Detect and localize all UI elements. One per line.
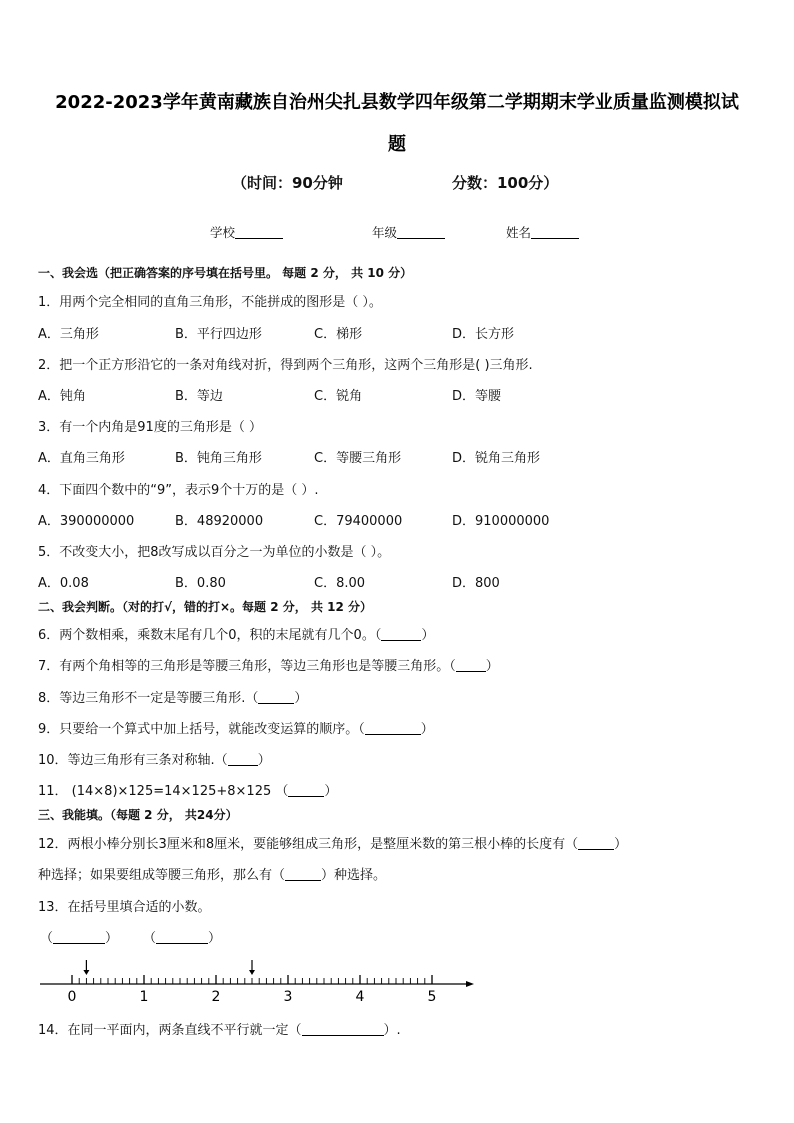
school-blank[interactable]: [235, 226, 283, 239]
q14-tail: ）.: [383, 1023, 401, 1038]
q9-text: 9．只要给一个算式中加上括号，就能改变运算的顺序。（: [38, 722, 365, 737]
q5-option-c[interactable]: C．8.00: [314, 576, 366, 591]
q11-tail: ）: [324, 784, 338, 799]
question-12-line1: [38, 833, 627, 852]
q13-answer-1: [40, 927, 118, 946]
q11-answer-blank[interactable]: [288, 784, 324, 797]
q8-answer-blank[interactable]: [258, 691, 294, 704]
grade-label: 年级: [372, 225, 398, 240]
question-3: 3．有一个内角是91度的三角形是（ ）: [38, 420, 262, 435]
q7-text: 7．有两个角相等的三角形是等腰三角形，等边三角形也是等腰三角形。（: [38, 659, 456, 674]
number-line-labels: [68, 989, 437, 1005]
question-12-line2: [38, 864, 386, 883]
time-label: （时间：90分钟: [232, 174, 343, 192]
number-line: [36, 958, 480, 1008]
q13-paren-close-2: ）: [208, 931, 222, 946]
q10-answer-blank[interactable]: [228, 753, 258, 766]
question-6: [38, 624, 434, 643]
tick-label-3: 3: [283, 989, 293, 1005]
question-7: [38, 655, 499, 674]
tick-label-1: 1: [139, 989, 149, 1005]
question-14: [38, 1019, 401, 1038]
tick-label-2: 2: [211, 989, 221, 1005]
exam-title-line1: 2022-2023学年黄南藏族自治州尖扎县数学四年级第二学期期末学业质量监测模拟试: [55, 92, 739, 113]
q9-answer-blank[interactable]: [365, 722, 421, 735]
grade-blank[interactable]: [397, 226, 445, 239]
q10-text: 10．等边三角形有三条对称轴.（: [38, 753, 228, 768]
school-field: [210, 223, 283, 241]
marker-arrow-head-1: [83, 970, 89, 975]
marker-arrow-head-2: [249, 970, 255, 975]
q2-option-a[interactable]: A．钝角: [38, 389, 86, 404]
number-line-markers: [83, 960, 255, 975]
question-10: [38, 749, 271, 768]
q4-option-c[interactable]: C．79400000: [314, 514, 403, 529]
q2-option-c[interactable]: C．锐角: [314, 389, 363, 404]
q5-option-d[interactable]: D．800: [452, 576, 500, 591]
school-label: 学校: [210, 225, 236, 240]
q7-tail: ）: [485, 659, 499, 674]
q3-option-b[interactable]: B．钝角三角形: [175, 451, 262, 466]
number-line-ticks: [72, 975, 432, 984]
q2-option-b[interactable]: B．等边: [175, 389, 223, 404]
q2-option-d[interactable]: D．等腰: [452, 389, 502, 404]
grade-field: [372, 223, 445, 241]
question-9: [38, 718, 434, 737]
q12-text-part1: 12．两根小棒分别长3厘米和8厘米，要能够组成三角形，是整厘米数的第三根小棒的长度有（: [38, 837, 579, 852]
q5-option-b[interactable]: B．0.80: [175, 576, 226, 591]
name-field: [506, 223, 579, 241]
q13-paren-close-1: ）: [105, 931, 119, 946]
q8-text: 8．等边三角形不一定是等腰三角形.（: [38, 691, 259, 706]
question-1: 1．用两个完全相同的直角三角形，不能拼成的图形是（ ）。: [38, 295, 382, 310]
q12-text-part2: 种选择；如果要组成等腰三角形，那么有（: [38, 868, 286, 883]
q5-option-a[interactable]: A．0.08: [38, 576, 89, 591]
q3-option-a[interactable]: A．直角三角形: [38, 451, 125, 466]
q4-option-b[interactable]: B．48920000: [175, 514, 264, 529]
q11-text: 11． (14×8)×125=14×125+8×125 （: [38, 784, 289, 799]
q1-option-a[interactable]: A．三角形: [38, 327, 99, 342]
tick-label-5: 5: [427, 989, 437, 1005]
exam-title-line2: 题: [388, 134, 406, 155]
q14-text: 14．在同一平面内，两条直线不平行就一定（: [38, 1023, 302, 1038]
q6-answer-blank[interactable]: [381, 628, 421, 641]
name-label: 姓名: [506, 225, 532, 240]
number-line-arrowhead: [466, 981, 474, 987]
question-8: [38, 687, 307, 706]
question-4: 4．下面四个数中的“9”，表示9个十万的是（ ）.: [38, 483, 319, 498]
q13-answer-blank-1[interactable]: [53, 931, 105, 944]
tick-label-0: 0: [67, 989, 77, 1005]
q4-option-a[interactable]: A．390000000: [38, 514, 135, 529]
section-1-heading: 一、我会选（把正确答案的序号填在括号里。 每题 2 分， 共 10 分）: [38, 266, 413, 280]
section-2-heading: 二、我会判断。（对的打√，错的打×。每题 2 分， 共 12 分）: [38, 600, 372, 614]
q12-part1-tail: ）: [614, 837, 628, 852]
q3-option-d[interactable]: D．锐角三角形: [452, 451, 541, 466]
q12-answer-blank-1[interactable]: [578, 837, 614, 850]
q1-option-b[interactable]: B．平行四边形: [175, 327, 262, 342]
question-11: [38, 780, 337, 799]
q6-tail: ）: [421, 628, 435, 643]
q12-answer-blank-2[interactable]: [285, 868, 321, 881]
q8-tail: ）: [294, 691, 308, 706]
question-13: 13．在括号里填合适的小数。: [38, 900, 211, 915]
q14-answer-blank[interactable]: [302, 1023, 384, 1036]
score-label: 分数：100分）: [452, 174, 559, 192]
q10-tail: ）: [257, 753, 271, 768]
question-2: 2．把一个正方形沿它的一条对角线对折，得到两个三角形，这两个三角形是( )三角形.: [38, 358, 533, 373]
q13-answer-blank-2[interactable]: [156, 931, 208, 944]
tick-label-4: 4: [355, 989, 365, 1005]
q7-answer-blank[interactable]: [456, 659, 486, 672]
q12-part2-tail: ）种选择。: [321, 868, 387, 883]
q13-paren-open-2: （: [143, 931, 157, 946]
q13-paren-open-1: （: [40, 931, 54, 946]
q3-option-c[interactable]: C．等腰三角形: [314, 451, 402, 466]
section-3-heading: 三、我能填。（每题 2 分， 共24分）: [38, 808, 238, 822]
q1-option-d[interactable]: D．长方形: [452, 327, 515, 342]
q1-option-c[interactable]: C．梯形: [314, 327, 363, 342]
q9-tail: ）: [420, 722, 434, 737]
question-5: 5．不改变大小，把8改写成以百分之一为单位的小数是（ ）。: [38, 545, 391, 560]
q4-option-d[interactable]: D．910000000: [452, 514, 550, 529]
name-blank[interactable]: [531, 226, 579, 239]
q13-answer-2: [143, 927, 221, 946]
q6-text: 6．两个数相乘，乘数末尾有几个0，积的末尾就有几个0。（: [38, 628, 382, 643]
